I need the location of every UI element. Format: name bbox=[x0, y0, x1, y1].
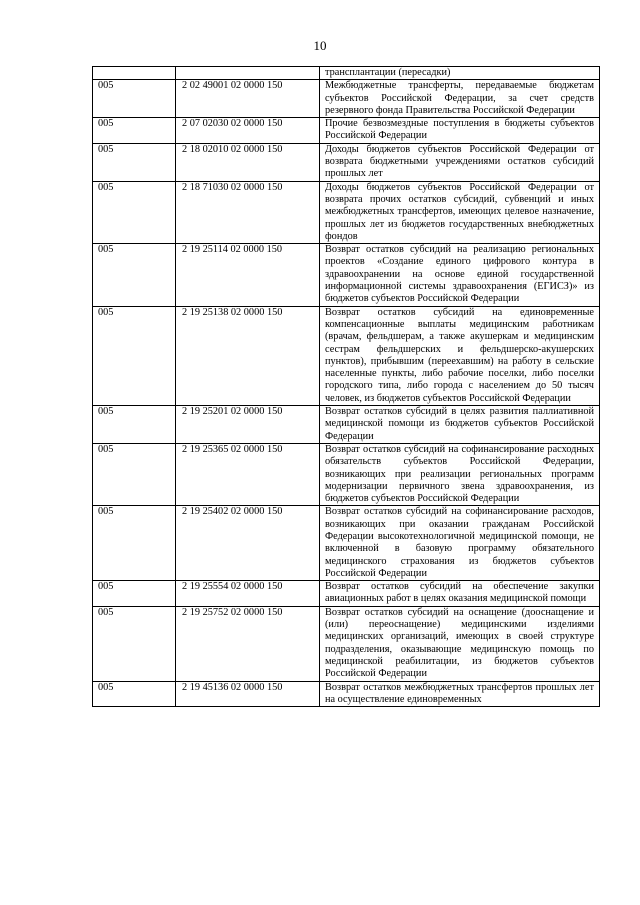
budget-classification-code-cell: 2 18 71030 02 0000 150 bbox=[176, 181, 320, 243]
table-row bbox=[93, 681, 600, 707]
income-description-cell: Прочие безвозмездные поступления в бюджеты субъектов Российской Федерации bbox=[320, 118, 600, 144]
income-description-cell: Доходы бюджетов субъектов Российской Федерации от возврата прочих остатков субсидий, субвенций и иных межбюджетных трансфертов, имеющих целевое назначение, прошлых лет из бюджетов государственных внебюджетных фондов bbox=[320, 181, 600, 243]
admin-code-cell: 005 bbox=[93, 181, 176, 243]
table-row bbox=[93, 67, 600, 80]
table-body bbox=[93, 67, 600, 707]
table-row bbox=[93, 506, 600, 581]
page-number: 10 bbox=[313, 38, 327, 53]
income-description-cell: Возврат остатков субсидий на обеспечение закупки авиационных работ в целях оказания медицинской помощи bbox=[320, 581, 600, 607]
income-description-cell: Возврат остатков межбюджетных трансфертов прошлых лет на осуществление единовременных bbox=[320, 681, 600, 707]
admin-code-cell: 005 bbox=[93, 118, 176, 144]
budget-classification-code-cell: 2 19 25114 02 0000 150 bbox=[176, 244, 320, 306]
table-row bbox=[93, 118, 600, 144]
admin-code-cell: 005 bbox=[93, 306, 176, 405]
admin-code-cell: 005 bbox=[93, 244, 176, 306]
table-row bbox=[93, 181, 600, 243]
admin-code-cell bbox=[93, 67, 176, 80]
admin-code-cell: 005 bbox=[93, 681, 176, 707]
budget-classification-code-cell: 2 19 25752 02 0000 150 bbox=[176, 606, 320, 681]
income-description-cell: Доходы бюджетов субъектов Российской Федерации от возврата бюджетными учреждениями остатков субсидий прошлых лет bbox=[320, 143, 600, 181]
budget-classification-code-cell: 2 18 02010 02 0000 150 bbox=[176, 143, 320, 181]
income-description-cell: Возврат остатков субсидий на софинансирование расходных обязательств субъектов Российской Федерации, возникающих при реализации региональных программ модернизации первичного звена здравоохранения, из бюджетов субъектов Российской Федерации bbox=[320, 443, 600, 505]
income-description-cell: Возврат остатков субсидий на реализацию региональных проектов «Создание единого цифрового контура в здравоохранении на основе единой государственной информационной системы здравоохранения (ЕГИСЗ)» из бюджетов субъектов Российской Федерации bbox=[320, 244, 600, 306]
admin-code-cell: 005 bbox=[93, 606, 176, 681]
admin-code-cell: 005 bbox=[93, 581, 176, 607]
budget-classification-code-cell: 2 19 25365 02 0000 150 bbox=[176, 443, 320, 505]
budget-classification-code-cell: 2 19 45136 02 0000 150 bbox=[176, 681, 320, 707]
income-description-cell: Межбюджетные трансферты, передаваемые бюджетам субъектов Российской Федерации, за счет средств резервного фонда Правительства Российской Федерации bbox=[320, 80, 600, 118]
table-row bbox=[93, 581, 600, 607]
table-row bbox=[93, 80, 600, 118]
budget-classification-code-cell: 2 19 25554 02 0000 150 bbox=[176, 581, 320, 607]
income-description-cell: Возврат остатков субсидий в целях развития паллиативной медицинской помощи из бюджетов субъектов Российской Федерации bbox=[320, 406, 600, 444]
budget-classification-code-cell bbox=[176, 67, 320, 80]
income-description-cell: Возврат остатков субсидий на единовременные компенсационные выплаты медицинским работникам (врачам, фельдшерам, а также акушеркам и медицинским сестрам фельдшерских и фельдшерско-акушерских пунктов), прибывшим (переехавшим) на работу в сельские населенные пункты, либо рабочие поселки, либо поселки городского типа, либо города с населением до 50 тысяч человек, из бюджетов субъектов Российской Федерации bbox=[320, 306, 600, 405]
budget-classification-code-cell: 2 02 49001 02 0000 150 bbox=[176, 80, 320, 118]
admin-code-cell: 005 bbox=[93, 80, 176, 118]
budget-codes-table bbox=[92, 66, 600, 707]
budget-classification-code-cell: 2 07 02030 02 0000 150 bbox=[176, 118, 320, 144]
table-row bbox=[93, 306, 600, 405]
admin-code-cell: 005 bbox=[93, 143, 176, 181]
income-description-cell: Возврат остатков субсидий на оснащение (дооснащение и (или) переоснащение) медицинскими изделиями медицинских организаций, имеющих в своей структуре подразделения, оказывающие медицинскую помощь по медицинской реабилитации, из бюджетов субъектов Российской Федерации bbox=[320, 606, 600, 681]
income-description-cell: Возврат остатков субсидий на софинансирование расходов, возникающих при оказании гражданам Российской Федерации высокотехнологичной медицинской помощи, не включенной в базовую программу обязательного медицинского страхования из бюджетов субъектов Российской Федерации bbox=[320, 506, 600, 581]
admin-code-cell: 005 bbox=[93, 443, 176, 505]
table-row bbox=[93, 244, 600, 306]
codes-table-container bbox=[92, 66, 600, 876]
admin-code-cell: 005 bbox=[93, 406, 176, 444]
table-row bbox=[93, 606, 600, 681]
income-description-cell: трансплантации (пересадки) bbox=[320, 67, 600, 80]
table-row bbox=[93, 143, 600, 181]
table-row bbox=[93, 406, 600, 444]
table-row bbox=[93, 443, 600, 505]
budget-classification-code-cell: 2 19 25138 02 0000 150 bbox=[176, 306, 320, 405]
budget-classification-code-cell: 2 19 25402 02 0000 150 bbox=[176, 506, 320, 581]
admin-code-cell: 005 bbox=[93, 506, 176, 581]
budget-classification-code-cell: 2 19 25201 02 0000 150 bbox=[176, 406, 320, 444]
